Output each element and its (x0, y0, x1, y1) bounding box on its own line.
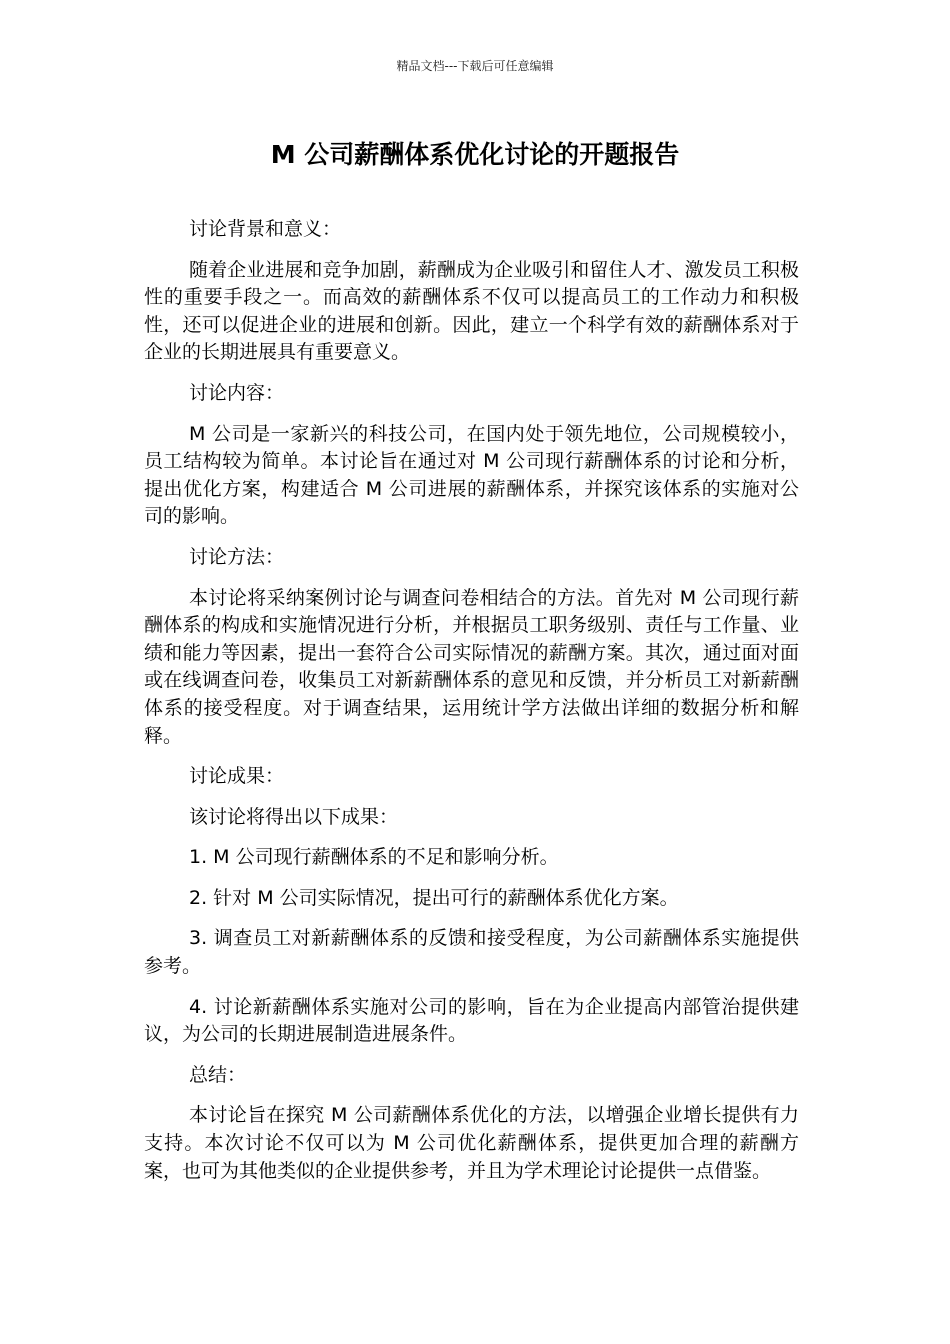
result-item-2: 2. 针对 M 公司实际情况，提出可行的薪酬体系优化方案。 (189, 886, 679, 909)
section-heading-background: 讨论背景和意义： (189, 218, 342, 240)
section-heading-method: 讨论方法： (189, 545, 285, 568)
result-item-1: 1. M 公司现行薪酬体系的不足和影响分析。 (189, 846, 559, 869)
paragraph-results-intro: 该讨论将得出以下成果： (189, 805, 399, 828)
paragraph-method: 本讨论将采纳案例讨论与调查问卷相结合的方法。首先对 M 公司现行薪酬体系的构成和实施情况进行分析，并根据员工职务级别、责任与工作量、业绩和能力等因素，提出一套符合公司实际情况的薪酬方案。其次，通过面对面或在线调查问卷，收集员工对新薪酬体系的意见和反馈，并分析员工对新薪酬体系的接受程度。对于调查结果，运用统计学方法做出详细的数据分析和解释。 (144, 586, 799, 747)
document-body (144, 216, 799, 1198)
paragraph-background: 随着企业进展和竞争加剧，薪酬成为企业吸引和留住人才、激发员工积极性的重要手段之一。而高效的薪酬体系不仅可以提高员工的工作动力和积极性，还可以促进企业的进展和创新。因此，建立一个科学有效的薪酬体系对于企业的长期进展具有重要意义。 (144, 258, 799, 364)
section-heading-content: 讨论内容： (189, 381, 285, 404)
result-item-4: 4. 讨论新薪酬体系实施对公司的影响，旨在为企业提高内部管治提供建议，为公司的长期进展制造进展条件。 (144, 995, 799, 1046)
section-heading-summary: 总结： (189, 1063, 247, 1086)
document-title: M 公司薪酬体系优化讨论的开题报告 (270, 140, 680, 169)
paragraph-content: M 公司是一家新兴的科技公司，在国内处于领先地位，公司规模较小，员工结构较为简单。本讨论旨在通过对 M 公司现行薪酬体系的讨论和分析，提出优化方案，构建适合 M 公司进展的薪酬体系，并探究该体系的实施对公司的影响。 (144, 422, 799, 528)
result-item-3: 3. 调查员工对新薪酬体系的反馈和接受程度，为公司薪酬体系实施提供参考。 (144, 927, 799, 978)
page-header: 精品文档---下载后可任意编辑 (396, 59, 554, 73)
section-heading-results: 讨论成果： (189, 765, 285, 788)
paragraph-summary: 本讨论旨在探究 M 公司薪酬体系优化的方法，以增强企业增长提供有力支持。本次讨论不仅可以为 M 公司优化薪酬体系，提供更加合理的薪酬方案，也可为其他类似的企业提供参考，并且为学术理论讨论提供一点借鉴。 (144, 1104, 799, 1182)
